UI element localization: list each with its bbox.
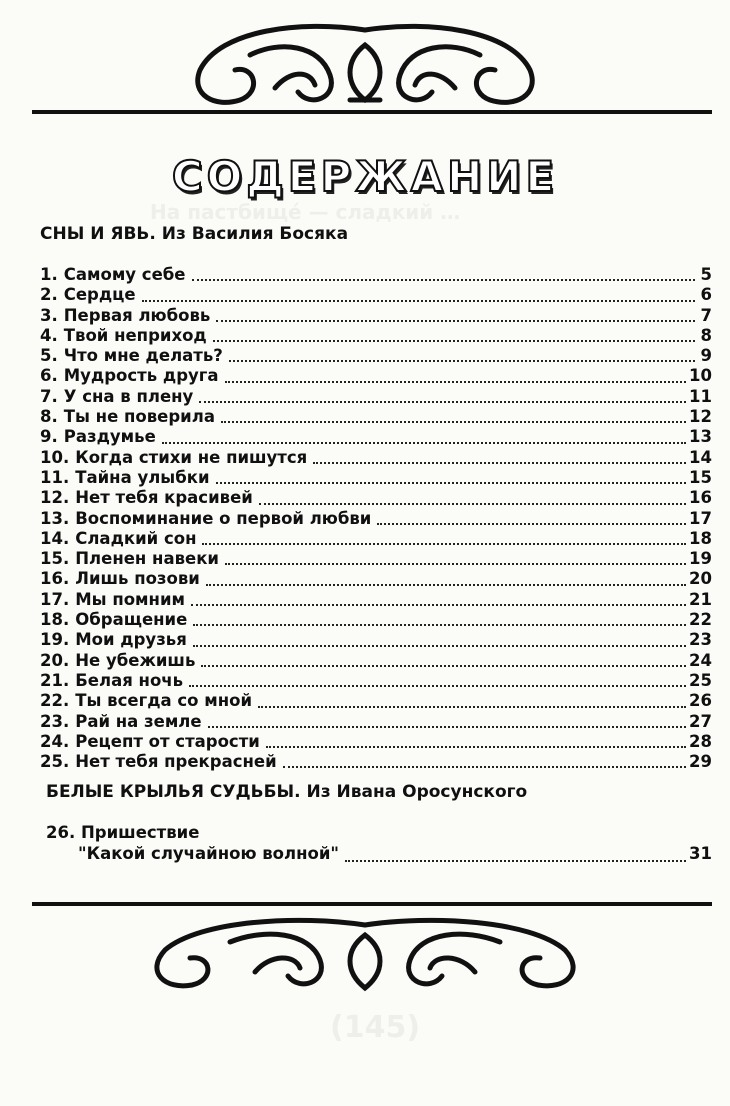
toc-entry <box>40 691 712 711</box>
toc-entry <box>40 630 712 650</box>
toc-entry-number: 9. <box>40 427 58 447</box>
leader-dots <box>259 502 686 505</box>
leader-dots <box>191 603 686 606</box>
toc-page-number: 26 <box>689 691 712 711</box>
toc-entry-number: 6. <box>40 366 58 386</box>
toc-entry-number: 17. <box>40 589 70 609</box>
leader-dots <box>225 562 686 565</box>
toc-entry <box>40 610 712 630</box>
toc-entry-label: Рай на земле <box>75 711 202 731</box>
leader-dots <box>258 705 686 708</box>
leader-dots <box>225 380 686 383</box>
toc-entry-label: Ты всегда со мной <box>75 691 253 711</box>
leader-dots <box>216 481 687 484</box>
toc-entry-label: Белая ночь <box>75 670 184 690</box>
toc-entry <box>40 712 712 732</box>
toc-entry-label: Обращение <box>75 610 188 630</box>
toc-entry-label: Пришествие <box>80 823 200 842</box>
toc-entry-label: Сладкий сон <box>75 528 197 548</box>
toc-page-number: 20 <box>689 569 712 589</box>
toc-entry <box>40 488 712 508</box>
leader-dots <box>192 278 696 281</box>
toc-entry-label: Самому себе <box>63 265 186 284</box>
toc-entry-label: Ты не поверила <box>63 407 215 427</box>
toc-entry <box>40 285 712 305</box>
leader-dots <box>202 542 686 545</box>
table-of-contents <box>46 822 712 866</box>
toc-entry-number: 12. <box>40 488 70 508</box>
toc-entry-number: 24. <box>40 731 70 751</box>
toc-entry-label: Мудрость друга <box>63 366 219 386</box>
toc-page-number: 15 <box>689 467 712 487</box>
toc-page-number: 6 <box>700 285 712 305</box>
section-heading: БЕЛЫЕ КРЫЛЬЯ СУДЬБЫ. Из Ивана Оросунского <box>46 782 528 802</box>
section-heading: СНЫ И ЯВЬ. Из Василия Босяка <box>40 224 349 244</box>
toc-page-number: 24 <box>689 650 712 670</box>
toc-entry-number: 18. <box>40 610 70 630</box>
toc-entry-label: Что мне делать? <box>63 346 223 366</box>
toc-entry <box>40 407 712 427</box>
toc-page-number: 19 <box>689 549 712 569</box>
show-through-text: На пастбище́ — сладкий … <box>150 200 461 224</box>
leader-dots <box>193 644 686 647</box>
toc-entry-number: 11. <box>40 467 70 487</box>
toc-entry-title <box>46 822 712 844</box>
toc-entry-number: 13. <box>40 508 70 528</box>
toc-entry-number: 2. <box>40 285 58 305</box>
leader-dots <box>345 859 686 862</box>
toc-entry-number: 8. <box>40 407 58 427</box>
toc-entry-number: 14. <box>40 528 70 548</box>
toc-entry-number: 1. <box>40 265 58 284</box>
toc-entry-number: 20. <box>40 650 70 670</box>
leader-dots <box>216 319 695 322</box>
show-through-text: (145) <box>330 1010 421 1045</box>
toc-page-number: 31 <box>689 844 712 863</box>
toc-entry-number: 22. <box>40 691 70 711</box>
leader-dots <box>208 725 686 728</box>
toc-page-number: 14 <box>689 447 712 467</box>
toc-entry-label: Мы помним <box>75 589 185 609</box>
toc-entry-label: Воспоминание о первой любви <box>75 508 372 528</box>
leader-dots <box>229 359 695 362</box>
leader-dots <box>193 623 686 626</box>
toc-page-number: 11 <box>689 386 712 406</box>
toc-page-number: 12 <box>689 407 712 427</box>
toc-entry-label: Нет тебя прекрасней <box>75 752 277 772</box>
leader-dots <box>313 461 686 464</box>
toc-entry-number: 15. <box>40 549 70 569</box>
toc-entry-label: Когда стихи не пишутся <box>75 447 308 467</box>
toc-entry-number: 16. <box>40 569 70 589</box>
toc-entry-label: "Какой случайною волной" <box>78 844 339 863</box>
toc-page-number: 16 <box>689 488 712 508</box>
toc-entry <box>40 448 712 468</box>
toc-entry-number: 19. <box>40 630 70 650</box>
page-title: СОДЕРЖАНИЕ <box>171 152 559 201</box>
toc-entry-label: Не убежишь <box>75 650 196 670</box>
toc-entry <box>40 529 712 549</box>
toc-entry <box>46 844 712 866</box>
toc-entry <box>40 651 712 671</box>
toc-page-number: 29 <box>689 752 712 772</box>
toc-entry-label: Пленен навеки <box>75 549 219 569</box>
leader-dots <box>221 420 686 423</box>
toc-entry-number: 7. <box>40 386 58 406</box>
toc-entry <box>40 752 712 772</box>
toc-entry-number: 25. <box>40 752 70 772</box>
scroll-ornament-icon <box>0 0 730 120</box>
toc-entry <box>40 732 712 752</box>
leader-dots <box>189 684 686 687</box>
toc-page-number: 8 <box>700 325 712 345</box>
toc-entry-label: Сердце <box>63 285 136 305</box>
toc-entry-label: Рецепт от старости <box>75 731 260 751</box>
leader-dots <box>266 745 686 748</box>
leader-dots <box>201 664 686 667</box>
toc-page-number: 22 <box>689 610 712 630</box>
toc-entry-label: Мои друзья <box>75 630 187 650</box>
toc-page-number: 17 <box>689 508 712 528</box>
toc-entry <box>40 387 712 407</box>
toc-entry <box>40 346 712 366</box>
toc-entry-number: 10. <box>40 447 70 467</box>
toc-entry-label: Лишь позови <box>75 569 200 589</box>
leader-dots <box>213 339 695 342</box>
toc-entry <box>40 468 712 488</box>
toc-page-number: 5 <box>700 265 712 284</box>
toc-entry-label: Раздумье <box>63 427 156 447</box>
toc-page-number: 13 <box>689 427 712 447</box>
toc-entry <box>40 549 712 569</box>
toc-page-number: 7 <box>700 305 712 325</box>
leader-dots <box>162 441 686 444</box>
toc-entry-label: Первая любовь <box>63 305 211 325</box>
toc-entry-number: 5. <box>40 346 58 366</box>
toc-page-number: 25 <box>689 670 712 690</box>
toc-page-number: 27 <box>689 711 712 731</box>
leader-dots <box>377 522 686 525</box>
toc-entry <box>40 671 712 691</box>
toc-entry <box>40 326 712 346</box>
toc-page-number: 18 <box>689 528 712 548</box>
toc-page-number: 23 <box>689 630 712 650</box>
toc-entry <box>40 590 712 610</box>
leader-dots <box>206 583 686 586</box>
table-of-contents <box>40 265 712 772</box>
leader-dots <box>142 299 695 302</box>
toc-entry <box>40 509 712 529</box>
toc-page-number: 9 <box>700 346 712 366</box>
toc-entry-number: 21. <box>40 670 70 690</box>
leader-dots <box>199 400 686 403</box>
toc-entry-label: Твой неприход <box>63 325 207 345</box>
toc-entry-label: Тайна улыбки <box>75 467 210 487</box>
toc-entry <box>40 265 712 285</box>
toc-entry-label: Нет тебя красивей <box>75 488 253 508</box>
toc-page-number: 10 <box>689 366 712 386</box>
leader-dots <box>283 765 686 768</box>
toc-entry-number: 4. <box>40 325 58 345</box>
toc-page-number: 28 <box>689 731 712 751</box>
toc-entry <box>40 427 712 447</box>
toc-entry <box>40 306 712 326</box>
scroll-ornament-icon <box>0 880 730 1000</box>
toc-entry-label: У сна в плену <box>63 386 194 406</box>
toc-entry <box>40 569 712 589</box>
toc-entry-number: 23. <box>40 711 70 731</box>
toc-entry-number: 3. <box>40 305 58 325</box>
toc-entry <box>40 366 712 386</box>
toc-entry-number: 26. <box>46 823 76 842</box>
toc-page-number: 21 <box>689 589 712 609</box>
